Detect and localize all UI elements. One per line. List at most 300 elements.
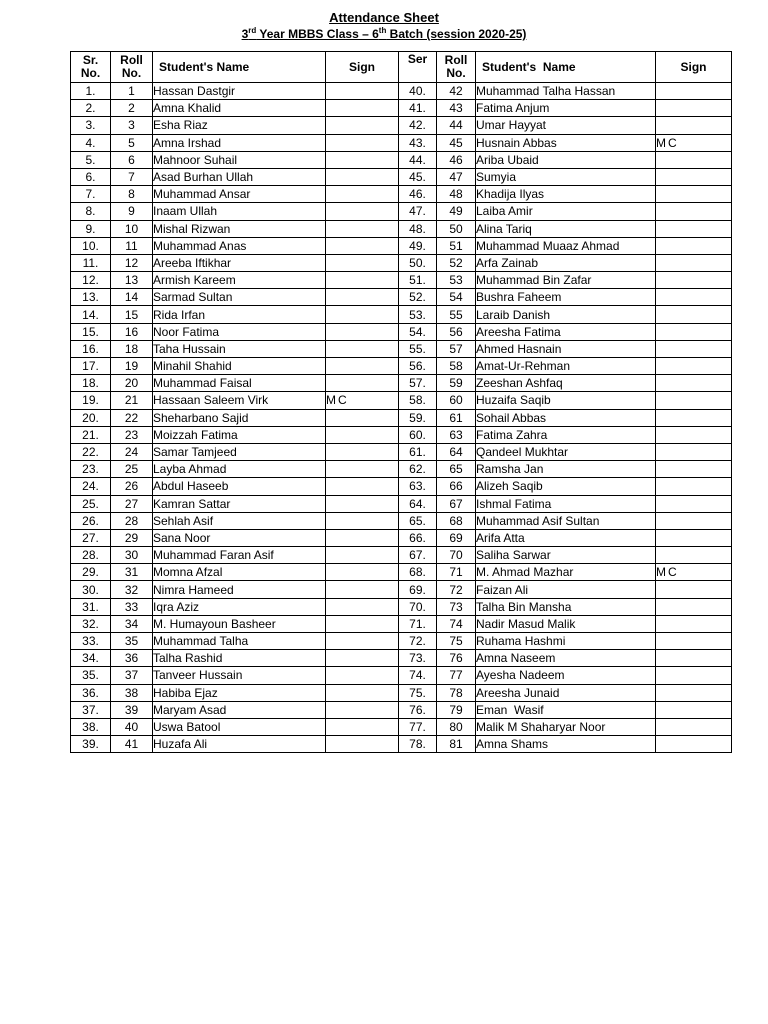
table-row [71,272,732,289]
sr-no-cell: 18. [71,375,111,392]
sign-cell [656,409,732,426]
table-row [71,564,732,581]
roll-no-cell: 44 [437,117,476,134]
roll-no-cell: 37 [111,667,153,684]
sign-cell [326,598,399,615]
sign-cell [326,186,399,203]
sign-cell [326,495,399,512]
student-name-cell: Armish Kareem [153,272,326,289]
student-name-cell: Amat-Ur-Rehman [476,358,656,375]
sr-no-cell: 33. [71,633,111,650]
student-name-cell: Areesha Junaid [476,684,656,701]
ser-cell: 74. [399,667,437,684]
student-name-cell: Husnain Abbas [476,134,656,151]
student-name-cell: Asad Burhan Ullah [153,168,326,185]
sign-cell [326,375,399,392]
sr-no-cell: 37. [71,701,111,718]
roll-no-cell: 20 [111,375,153,392]
sr-no-cell: 35. [71,667,111,684]
roll-no-cell: 52 [437,254,476,271]
student-name-cell: Alizeh Saqib [476,478,656,495]
student-name-cell: Umar Hayyat [476,117,656,134]
ser-cell: 60. [399,426,437,443]
table-row [71,358,732,375]
sign-cell [326,684,399,701]
ser-cell: 56. [399,358,437,375]
roll-no-cell: 27 [111,495,153,512]
roll-no-cell: 5 [111,134,153,151]
sign-cell [656,100,732,117]
sr-no-cell: 6. [71,168,111,185]
sr-no-cell: 15. [71,323,111,340]
roll-no-cell: 40 [111,718,153,735]
roll-no-cell: 50 [437,220,476,237]
student-name-cell: Ramsha Jan [476,461,656,478]
sign-cell [326,650,399,667]
sign-cell [326,340,399,357]
sign-cell [326,529,399,546]
sr-no-cell: 22. [71,443,111,460]
roll-no-cell: 11 [111,237,153,254]
student-name-cell: Minahil Shahid [153,358,326,375]
table-row [71,512,732,529]
ser-cell: 45. [399,168,437,185]
roll-no-cell: 78 [437,684,476,701]
sign-cell [326,701,399,718]
roll-no-cell: 77 [437,667,476,684]
student-name-cell: Areeba Iftikhar [153,254,326,271]
roll-no-cell: 43 [437,100,476,117]
roll-no-cell: 58 [437,358,476,375]
student-name-cell: Nimra Hameed [153,581,326,598]
sr-no-cell: 25. [71,495,111,512]
sr-no-cell: 2. [71,100,111,117]
header-row [71,52,732,83]
ser-cell: 71. [399,615,437,632]
table-row [71,323,732,340]
roll-no-cell: 31 [111,564,153,581]
sign-cell [326,564,399,581]
ser-cell: 77. [399,718,437,735]
student-name-cell: Muhammad Ansar [153,186,326,203]
roll-no-cell: 33 [111,598,153,615]
student-name-cell: Iqra Aziz [153,598,326,615]
student-name-cell: Laiba Amir [476,203,656,220]
roll-no-cell: 57 [437,340,476,357]
sr-no-cell: 13. [71,289,111,306]
ser-cell: 72. [399,633,437,650]
sign-cell [656,650,732,667]
sr-no-cell: 26. [71,512,111,529]
student-name-cell: Momna Afzal [153,564,326,581]
student-name-cell: Amna Khalid [153,100,326,117]
sign-cell [326,409,399,426]
attendance-table [70,51,732,753]
ser-cell: 68. [399,564,437,581]
sign-cell [326,306,399,323]
sr-no-cell: 28. [71,547,111,564]
sign-cell [656,375,732,392]
ser-cell: 41. [399,100,437,117]
table-row [71,83,732,100]
roll-no-cell: 3 [111,117,153,134]
roll-no-cell: 49 [437,203,476,220]
sr-no-cell: 31. [71,598,111,615]
sign-cell [656,426,732,443]
student-name-cell: Muhammad Muaaz Ahmad [476,237,656,254]
roll-no-cell: 42 [437,83,476,100]
student-name-cell: Hassaan Saleem Virk [153,392,326,409]
sign-cell [656,529,732,546]
sr-no-cell: 1. [71,83,111,100]
roll-no-cell: 13 [111,272,153,289]
roll-no-cell: 47 [437,168,476,185]
student-name-cell: Ariba Ubaid [476,151,656,168]
roll-no-cell: 81 [437,736,476,753]
table-row [71,547,732,564]
roll-no-cell: 2 [111,100,153,117]
student-name-cell: Mishal Rizwan [153,220,326,237]
student-name-cell: Samar Tamjeed [153,443,326,460]
roll-no-cell: 26 [111,478,153,495]
student-name-cell: Huzaifa Saqib [476,392,656,409]
table-row [71,461,732,478]
subtitle-year-suffix: rd [248,26,257,35]
student-name-cell: Kamran Sattar [153,495,326,512]
roll-no-cell: 61 [437,409,476,426]
student-name-cell: Khadija Ilyas [476,186,656,203]
ser-cell: 58. [399,392,437,409]
sr-no-cell: 19. [71,392,111,409]
roll-no-cell: 14 [111,289,153,306]
ser-cell: 67. [399,547,437,564]
sign-cell [656,598,732,615]
roll-no-cell: 45 [437,134,476,151]
sign-cell [656,684,732,701]
sign-cell [326,512,399,529]
sign-cell [656,443,732,460]
student-name-cell: Arifa Atta [476,529,656,546]
table-row [71,220,732,237]
student-name-cell: Muhammad Anas [153,237,326,254]
sign-cell [656,701,732,718]
sign-cell [656,358,732,375]
header-roll-no: Roll No. [111,52,153,83]
student-name-cell: Fatima Anjum [476,100,656,117]
student-name-cell: Fatima Zahra [476,426,656,443]
roll-no-cell: 25 [111,461,153,478]
sr-no-cell: 10. [71,237,111,254]
sign-cell [326,83,399,100]
roll-no-cell: 71 [437,564,476,581]
student-name-cell: Muhammad Asif Sultan [476,512,656,529]
ser-cell: 53. [399,306,437,323]
ser-cell: 46. [399,186,437,203]
sign-cell [656,83,732,100]
sign-cell [326,461,399,478]
ser-cell: 62. [399,461,437,478]
roll-no-cell: 75 [437,633,476,650]
sr-no-cell: 20. [71,409,111,426]
sign-cell [326,547,399,564]
table-row [71,633,732,650]
student-name-cell: Huzafa Ali [153,736,326,753]
sign-cell [326,615,399,632]
roll-no-cell: 69 [437,529,476,546]
ser-cell: 50. [399,254,437,271]
document-subtitle [0,27,768,42]
student-name-cell: Amna Shams [476,736,656,753]
sign-cell [656,237,732,254]
table-row [71,237,732,254]
roll-no-cell: 1 [111,83,153,100]
student-name-cell: Sumyia [476,168,656,185]
sign-cell [326,633,399,650]
student-name-cell: Qandeel Mukhtar [476,443,656,460]
student-name-cell: Maryam Asad [153,701,326,718]
sign-cell [656,633,732,650]
table-row [71,392,732,409]
sr-no-cell: 30. [71,581,111,598]
header-sign: Sign [326,52,399,83]
roll-no-cell: 64 [437,443,476,460]
sign-cell [326,736,399,753]
student-name-cell: Zeeshan Ashfaq [476,375,656,392]
student-name-cell: M. Ahmad Mazhar [476,564,656,581]
sign-cell [656,272,732,289]
student-name-cell: Alina Tariq [476,220,656,237]
table-row [71,615,732,632]
student-name-cell: Muhammad Faisal [153,375,326,392]
sign-cell [326,426,399,443]
roll-no-cell: 51 [437,237,476,254]
ser-cell: 63. [399,478,437,495]
roll-no-cell: 18 [111,340,153,357]
roll-no-cell: 34 [111,615,153,632]
roll-no-cell: 65 [437,461,476,478]
sign-cell [656,495,732,512]
student-name-cell: Sheharbano Sajid [153,409,326,426]
student-name-cell: Muhammad Faran Asif [153,547,326,564]
student-name-cell: Sarmad Sultan [153,289,326,306]
roll-no-cell: 24 [111,443,153,460]
sign-cell [656,151,732,168]
sr-no-cell: 14. [71,306,111,323]
header-sr-no: Sr. No. [71,52,111,83]
table-row [71,650,732,667]
sign-cell [326,220,399,237]
roll-no-cell: 79 [437,701,476,718]
sign-cell [326,358,399,375]
roll-no-cell: 73 [437,598,476,615]
student-name-cell: Talha Bin Mansha [476,598,656,615]
subtitle-batch-suffix: th [378,26,387,35]
sign-cell [326,254,399,271]
student-name-cell: Saliha Sarwar [476,547,656,564]
ser-cell: 48. [399,220,437,237]
sr-no-cell: 23. [71,461,111,478]
student-name-cell: Hassan Dastgir [153,83,326,100]
subtitle-class: Year MBBS Class – 6 [256,27,379,41]
sr-no-cell: 38. [71,718,111,735]
student-name-cell: Bushra Faheem [476,289,656,306]
sign-cell [656,168,732,185]
document-title: Attendance Sheet [329,10,439,25]
ser-cell: 54. [399,323,437,340]
sign-cell [656,323,732,340]
student-name-cell: Ishmal Fatima [476,495,656,512]
sign-cell [656,581,732,598]
table-row [71,203,732,220]
sign-cell [326,443,399,460]
header-sign-right: Sign [656,52,732,83]
sign-cell [326,168,399,185]
roll-no-cell: 29 [111,529,153,546]
table-row [71,701,732,718]
sign-cell [326,272,399,289]
header-student-name: Student's Name [153,52,326,83]
roll-no-cell: 23 [111,426,153,443]
roll-no-cell: 66 [437,478,476,495]
table-row [71,289,732,306]
roll-no-cell: 68 [437,512,476,529]
student-name-cell: Malik M Shaharyar Noor [476,718,656,735]
roll-no-cell: 55 [437,306,476,323]
sr-no-cell: 12. [71,272,111,289]
sign-cell [656,478,732,495]
roll-no-cell: 39 [111,701,153,718]
table-row [71,667,732,684]
subtitle-session: Batch (session 2020-25) [386,27,527,41]
table-row [71,736,732,753]
table-row [71,684,732,701]
roll-no-cell: 46 [437,151,476,168]
student-name-cell: Faizan Ali [476,581,656,598]
sign-cell [656,340,732,357]
sign-cell: MC [656,564,732,581]
table-row [71,478,732,495]
sign-cell [656,117,732,134]
sr-no-cell: 32. [71,615,111,632]
ser-cell: 76. [399,701,437,718]
roll-no-cell: 15 [111,306,153,323]
ser-cell: 69. [399,581,437,598]
table-row [71,529,732,546]
student-name-cell: Habiba Ejaz [153,684,326,701]
roll-no-cell: 12 [111,254,153,271]
student-name-cell: Eman Wasif [476,701,656,718]
header-roll-no-right: Roll No. [437,52,476,83]
ser-cell: 44. [399,151,437,168]
sign-cell [656,306,732,323]
sr-no-cell: 4. [71,134,111,151]
table-row [71,409,732,426]
ser-cell: 70. [399,598,437,615]
sign-cell [656,392,732,409]
student-name-cell: Taha Hussain [153,340,326,357]
roll-no-cell: 32 [111,581,153,598]
roll-no-cell: 54 [437,289,476,306]
roll-no-cell: 28 [111,512,153,529]
ser-cell: 78. [399,736,437,753]
student-name-cell: Amna Irshad [153,134,326,151]
sign-cell [326,667,399,684]
sign-cell [656,186,732,203]
ser-cell: 55. [399,340,437,357]
sign-cell [656,736,732,753]
sr-no-cell: 9. [71,220,111,237]
table-row [71,598,732,615]
roll-no-cell: 41 [111,736,153,753]
roll-no-cell: 56 [437,323,476,340]
roll-no-cell: 67 [437,495,476,512]
sr-no-cell: 36. [71,684,111,701]
table-row [71,340,732,357]
roll-no-cell: 60 [437,392,476,409]
student-name-cell: Tanveer Hussain [153,667,326,684]
student-name-cell: Sohail Abbas [476,409,656,426]
roll-no-cell: 35 [111,633,153,650]
sr-no-cell: 21. [71,426,111,443]
ser-cell: 52. [399,289,437,306]
ser-cell: 64. [399,495,437,512]
ser-cell: 51. [399,272,437,289]
roll-no-cell: 8 [111,186,153,203]
sign-cell: MC [656,134,732,151]
roll-no-cell: 76 [437,650,476,667]
sr-no-cell: 11. [71,254,111,271]
sr-no-cell: 3. [71,117,111,134]
table-row [71,306,732,323]
table-row [71,168,732,185]
student-name-cell: Amna Naseem [476,650,656,667]
roll-no-cell: 48 [437,186,476,203]
sr-no-cell: 16. [71,340,111,357]
student-name-cell: Ruhama Hashmi [476,633,656,650]
student-name-cell: Esha Riaz [153,117,326,134]
student-name-cell: Laraib Danish [476,306,656,323]
sign-cell [656,667,732,684]
ser-cell: 40. [399,83,437,100]
roll-no-cell: 6 [111,151,153,168]
student-name-cell: Layba Ahmad [153,461,326,478]
table-row [71,443,732,460]
ser-cell: 65. [399,512,437,529]
ser-cell: 57. [399,375,437,392]
roll-no-cell: 16 [111,323,153,340]
header-student-name-right: Student's Name [476,52,656,83]
roll-no-cell: 30 [111,547,153,564]
sr-no-cell: 17. [71,358,111,375]
sign-cell [326,237,399,254]
roll-no-cell: 7 [111,168,153,185]
sign-cell [656,547,732,564]
student-name-cell: Abdul Haseeb [153,478,326,495]
roll-no-cell: 63 [437,426,476,443]
sign-cell [326,151,399,168]
sign-cell [326,117,399,134]
sr-no-cell: 7. [71,186,111,203]
table-row [71,186,732,203]
sign-cell [656,461,732,478]
roll-no-cell: 38 [111,684,153,701]
sr-no-cell: 29. [71,564,111,581]
roll-no-cell: 36 [111,650,153,667]
sign-cell [326,134,399,151]
ser-cell: 47. [399,203,437,220]
roll-no-cell: 80 [437,718,476,735]
student-name-cell: Muhammad Talha Hassan [476,83,656,100]
